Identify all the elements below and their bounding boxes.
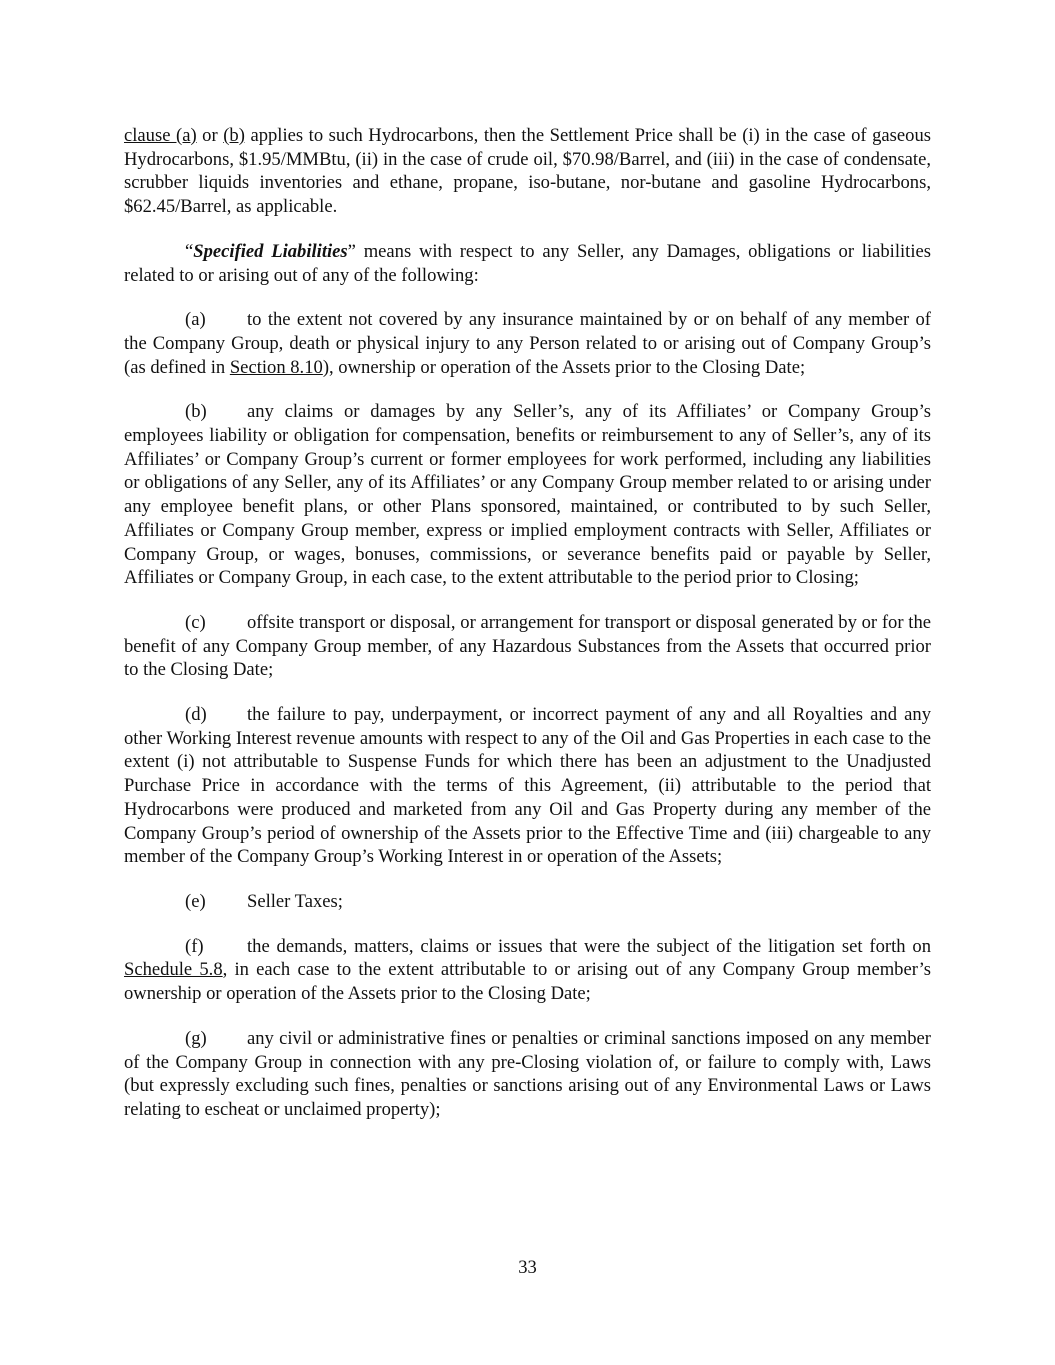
open-quote: “ bbox=[185, 240, 194, 262]
paragraph-text: or bbox=[196, 125, 224, 146]
list-item-c bbox=[124, 611, 931, 682]
item-label: (e) bbox=[185, 890, 206, 912]
item-text: Seller Taxes; bbox=[247, 890, 343, 912]
item-label: (f) bbox=[185, 935, 204, 957]
list-item-b bbox=[124, 400, 931, 590]
clause-b-reference: (b) bbox=[223, 125, 245, 146]
item-label: (a) bbox=[185, 309, 206, 331]
list-item-e bbox=[124, 890, 931, 914]
item-text: offsite transport or disposal, or arrangement for transport or disposal generated by or for the benefit of any Company Group member, of any Hazardous Substances from the Assets that occurred prior to the Closing Date; bbox=[124, 611, 931, 681]
item-label: (c) bbox=[185, 611, 206, 633]
list-item-a bbox=[124, 308, 931, 379]
item-text: the demands, matters, claims or issues that were the subject of the litigation set forth on bbox=[247, 935, 931, 957]
paragraph-settlement-price bbox=[124, 124, 931, 219]
definition-specified-liabilities bbox=[124, 240, 931, 287]
document-page bbox=[124, 124, 931, 1143]
list-item-g bbox=[124, 1027, 931, 1122]
item-label: (b) bbox=[185, 401, 207, 423]
item-label: (d) bbox=[185, 704, 207, 726]
item-text: , in each case to the extent attributable to or arising out of any Company Group member’s ownership or operation of the Assets prior to the Closing Date; bbox=[124, 959, 932, 1005]
item-text: the failure to pay, underpayment, or incorrect payment of any and all Royalties and any other Working Interest revenue amounts with respect to any of the Oil and Gas Properties in each case to the extent (i) not attributable to Suspense Funds for which there has been an adjustment to the Unadjusted Purchase Price in accordance with the terms of this Agreement, (ii) attributable to the period that Hydrocarbons were produced and marketed from any Oil and Gas Property during any member of the Company Group’s period of ownership of the Assets prior to the Effective Time and (iii) chargeable to any member of the Company Group’s Working Interest in or operation of the Assets; bbox=[124, 704, 931, 868]
item-text: ), ownership or operation of the Assets prior to the Closing Date; bbox=[322, 356, 806, 378]
defined-term: Specified Liabilities bbox=[193, 240, 348, 262]
item-text: any civil or administrative fines or penalties or criminal sanctions imposed on any member of the Company Group in connection with any pre-Closing violation of, or failure to comply with, Laws (but expressly excluding such fines, penalties or sanctions arising out of any Environmental Laws or Laws relating to escheat or unclaimed property); bbox=[124, 1027, 931, 1120]
section-reference: Section 8.10 bbox=[229, 356, 323, 378]
schedule-reference: Schedule 5.8 bbox=[124, 959, 223, 981]
list-item-d bbox=[124, 703, 931, 869]
list-item-f bbox=[124, 935, 931, 1006]
clause-a-reference: clause (a) bbox=[124, 125, 197, 146]
item-text: any claims or damages by any Seller’s, any of its Affiliates’ or Company Group’s employees liability or obligation for compensation, benefits or reimbursement to any of Seller’s, any of its Affiliates’ or Company Group’s current or former employees for work performed, including any liabilities or obligations of any Seller, any of its Affiliates’ or any Company Group member related to or arising under any employee benefit plans, or other Plans sponsored, maintained, or contributed to by such Seller, Affiliates or Company Group member, express or implied employment contracts with Seller, Affiliates or Company Group, or wages, bonuses, commissions, or severance benefits paid or payable by Seller, Affiliates or Company Group, in each case, to the extent attributable to the period prior to Closing; bbox=[124, 401, 931, 589]
close-quote: ” bbox=[347, 240, 356, 262]
page-number: 33 bbox=[518, 1257, 537, 1278]
paragraph-text: applies to such Hydrocarbons, then the Settlement Price shall be (i) in the case of gaseous Hydrocarbons, $1.95/MMBtu, (ii) in the case of crude oil, $70.98/Barrel, and (iii) in the case of condensate, scrubber liquids inventories and ethane, propane, iso-butane, nor-butane and gasoline Hydrocarbons, $62.45/Barrel, as applicable. bbox=[124, 125, 931, 218]
item-label: (g) bbox=[185, 1027, 207, 1049]
item-text: to the extent not covered by any insurance maintained by or on behalf of any member of the Company Group, death or physical injury to any Person related to or arising out of Company Group’s (as defined in bbox=[124, 309, 931, 378]
definition-text: means with respect to any Seller, any Damages, obligations or liabilities related to or arising out of any of the following: bbox=[124, 240, 931, 286]
